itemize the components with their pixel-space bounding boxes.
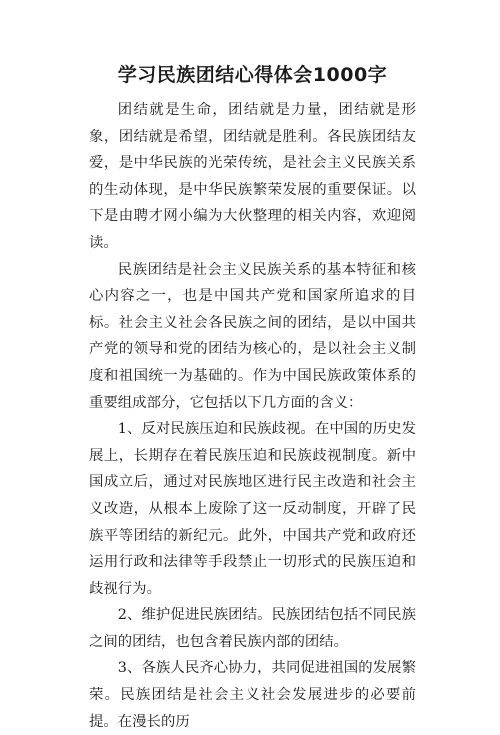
paragraph-point-2: 2、维护促进民族团结。民族团结包括不同民族之间的团结，也包含着民族内部的团结。	[89, 607, 416, 650]
paragraph-intro: 团结就是生命，团结就是力量，团结就是形象，团结就是希望，团结就是胜利。各民族团结友爱，是中华民族的光荣传统，是社会主义民族关系的生动体现，是中华民族繁荣发展的重要保证。以下是由聘才网小编为大伙整理的相关内容，欢迎阅读。	[89, 102, 416, 251]
paragraph-point-1: 1、反对民族压迫和民族歧视。在中国的历史发展上，长期存在着民族压迫和民族歧视制度。新中国成立后，通过对民族地区进行民主改造和社会主义改造，从根本上废除了这一反动制度，开辟了民族平等团结的新纪元。此外，中国共产党和政府还运用行政和法律等手段禁止一切形式的民族压迫和歧视行为。	[89, 421, 416, 597]
document-title: 学习民族团结心得体会1000字	[117, 64, 388, 86]
paragraph-definition: 民族团结是社会主义民族关系的基本特征和核心内容之一，也是中国共产党和国家所追求的目标。社会主义社会各民族之间的团结，是以中国共产党的领导和党的团结为核心的，是以社会主义制度和祖国统一为基础的。作为中国民族政策体系的重要组成部分，它包括以下几方面的含义：	[89, 261, 416, 411]
paragraph-point-3: 3、各族人民齐心协力，共同促进祖国的发展繁荣。民族团结是社会主义社会发展进步的必要前提。在漫长的历	[89, 660, 416, 730]
